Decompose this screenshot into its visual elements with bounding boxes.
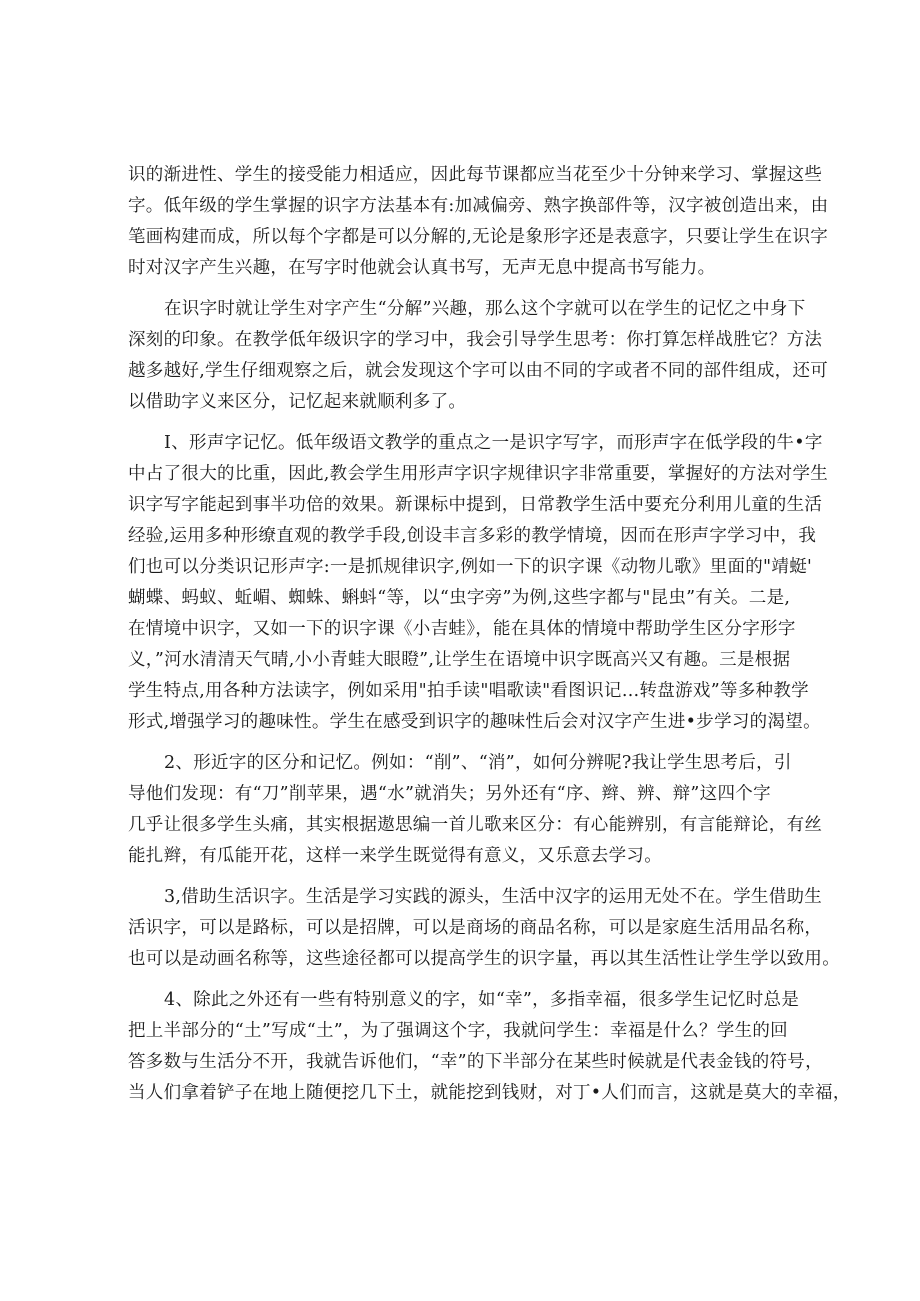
text-line: 当人们拿着铲子在地上随便挖几下土，就能挖到钱财，对丁•人们而言，这就是莫大的幸福， [128,1083,851,1103]
text-line: 义，”河水清清天气晴,小小青蛙大眼瞪”,让学生在语境中识字既高兴又有趣。三是根据 [128,650,791,670]
text-line: 时对汉字产生兴趣，在写字时他就会认真书写，无声无息中提高书写能力。 [128,258,716,278]
text-line: 经验,运用多种形缭直观的教学手段,创设丰言多彩的教学情境，因而在形声字学习中，我 [128,526,817,546]
text-line: 以借助字义来区分，记忆起来就顺利多了。 [128,392,467,412]
paragraph-1 [128,160,829,284]
text-line: 蝴蝶、蚂蚁、蚯嵋、蜘蛛、蝌蚪“等，以“虫字旁”为例,这些字都与"昆虫”有关。二是, [128,588,791,608]
text-line: 3,借助生活识字。生活是学习实践的源头，生活中汉字的运用无处不在。学生借助生 [164,887,823,907]
text-line: 导他们发现：有“刀”削苹果，遇“水”就消失；另外还有“序、辫、辨、辩”这四个字 [128,784,771,804]
text-line: 能扎辫，有瓜能开花，这样一来学生既觉得有意义，又乐意去学习。 [128,846,662,866]
paragraph-2 [128,294,829,418]
text-line: 学生特点,用各种方法读字，例如采用"拍手读"唱歌读"看图识记…转盘游戏”等多种教学 [128,681,809,701]
text-line: 识字写字能起到事半功倍的效果。新课标中提到，日常教学生活中要充分利用儿童的生活 [128,495,823,515]
text-line: 几乎让很多学生头痛，其实根据遨思编一首儿歌来区分：有心能辨别，有言能辩论，有丝 [128,815,823,835]
text-line: 笔画构建而成，所以每个字都是可以分解的,无论是象形字还是表意字，只要让学生在识字 [128,227,829,247]
text-line: 字。低年级的学生掌握的识字方法基本有:加减偏旁、熟字换部件等，汉字被创造出来，由 [128,196,829,216]
paragraph-6 [128,985,851,1109]
text-line: 越多越好,学生仔细观察之后，就会发现这个字可以由不同的字或者不同的部件组成，还可 [128,361,829,381]
paragraph-3 [128,428,829,738]
text-line: 2、形近字的区分和记忆。例如：“削”、“消”，如何分辨呢?我让学生思考后，引 [164,753,792,773]
document-body [128,160,851,1109]
text-line: 在情境中识字，又如一下的识字课《小吉蛙》，能在具体的情境中帮助学生区分字形字 [128,619,796,639]
text-line: 深刻的印象。在教学低年级识字的学习中，我会引导学生思考：你打算怎样战胜它？方法 [128,330,823,350]
text-line: 4、除此之外还有一些有特别意义的字，如“幸”，多指幸福，很多学生记忆时总是 [164,990,800,1010]
text-line: 识的渐进性、学生的接受能力相适应，因此每节课都应当花至少十分钟来学习、掌握这些 [128,165,823,185]
text-line: 活识字，可以是路标，可以是招牌，可以是商场的商品名称，可以是家庭生活用品名称， [128,918,823,938]
text-line: 在识字时就让学生对字产生“分解”兴趣，那么这个字就可以在学生的记忆之中身下 [164,299,806,319]
paragraph-5 [128,882,840,975]
text-line: 答多数与生活分不开，我就告诉他们，“幸”的下半部分在某些时候就是代表金钱的符号， [128,1052,823,1072]
text-line: 们也可以分类识记形声字:一是抓规律识字,例如一下的识字课《动物儿歌》里面的"靖蜓' [128,557,813,577]
text-line: 把上半部分的“土”写成“土”，为了强调这个字，我就问学生：幸福是什么？学生的回 [128,1021,788,1041]
text-line: 也可以是动画名称等，这些途径都可以提高学生的识字量，再以其生活性让学生学以致用。 [128,949,840,969]
text-line: 中占了很大的比重，因此,教会学生用形声字识字规律识字非常重要，掌握好的方法对学生 [128,464,829,484]
text-line: I、形声字记忆。低年级语文教学的重点之一是识字写字，而形声字在低学段的牛•字 [164,433,823,453]
text-line: 形式,增强学习的趣味性。学生在感受到识字的趣味性后会对汉字产生进•步学习的渴望。 [128,712,821,732]
paragraph-4 [128,748,823,872]
